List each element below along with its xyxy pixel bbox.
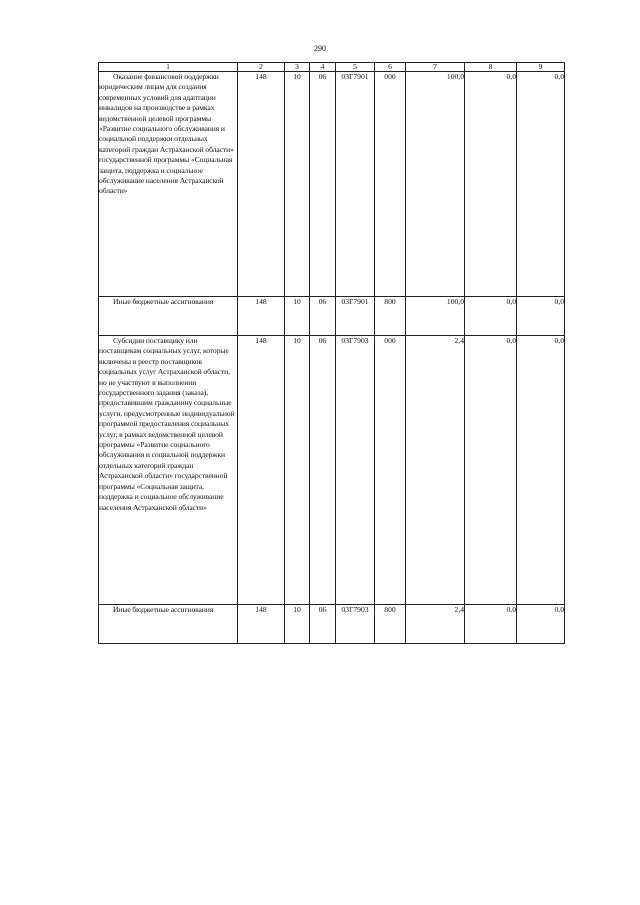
cell-target-article: 03Г7901 [336, 72, 375, 297]
cell-ministry-code: 148 [238, 72, 285, 297]
cell-expense-type: 800 [375, 605, 406, 644]
table-row [99, 72, 565, 297]
cell-amount-3: 0,0 [517, 297, 565, 336]
cell-subsection: 06 [310, 297, 336, 336]
cell-amount-1: 2,4 [406, 336, 465, 605]
cell-expense-type: 000 [375, 72, 406, 297]
cell-section: 10 [285, 605, 310, 644]
column-header: 8 [465, 63, 517, 72]
cell-amount-1: 100,0 [406, 72, 465, 297]
column-header: 1 [99, 63, 238, 72]
cell-section: 10 [285, 297, 310, 336]
cell-target-article: 03Г7903 [336, 336, 375, 605]
row-description: Оказание финансовой поддержки юридическим лицам для создания современных условий для адаптации инвалидов на производстве в рамках ведомственной целевой программы «Развитие социального обслуживания и социальной поддержки отдельных категорий граждан Астраханской области» государственной программы «Социальная защита, поддержка и социальное обслуживание населения Астраханской области» [99, 72, 238, 297]
cell-amount-2: 0,0 [465, 297, 517, 336]
table-row [99, 336, 565, 605]
cell-amount-2: 0,0 [465, 72, 517, 297]
cell-amount-3: 0,0 [517, 72, 565, 297]
column-header: 4 [310, 63, 336, 72]
row-description: Иные бюджетные ассигнования [99, 297, 238, 336]
column-header: 7 [406, 63, 465, 72]
cell-expense-type: 800 [375, 297, 406, 336]
budget-table [98, 62, 565, 644]
cell-subsection: 06 [310, 605, 336, 644]
header-row [99, 63, 565, 72]
table-row [99, 297, 565, 336]
cell-amount-3: 0,0 [517, 605, 565, 644]
cell-amount-2: 0,0 [465, 336, 517, 605]
cell-ministry-code: 148 [238, 336, 285, 605]
page-number: 290 [314, 44, 326, 53]
cell-amount-1: 100,0 [406, 297, 465, 336]
column-header: 2 [238, 63, 285, 72]
table-row [99, 605, 565, 644]
cell-ministry-code: 148 [238, 297, 285, 336]
cell-section: 10 [285, 336, 310, 605]
cell-subsection: 06 [310, 336, 336, 605]
cell-amount-2: 0,0 [465, 605, 517, 644]
cell-target-article: 03Г7903 [336, 605, 375, 644]
cell-amount-3: 0,0 [517, 336, 565, 605]
cell-target-article: 03Г7901 [336, 297, 375, 336]
cell-ministry-code: 148 [238, 605, 285, 644]
column-header: 9 [517, 63, 565, 72]
cell-expense-type: 000 [375, 336, 406, 605]
column-header: 5 [336, 63, 375, 72]
cell-subsection: 06 [310, 72, 336, 297]
cell-section: 10 [285, 72, 310, 297]
column-header: 6 [375, 63, 406, 72]
row-description: Субсидии поставщику или поставщикам социальных услуг, которые включены в реестр поставщиков социальных услуг Астраханской области, но не участвуют в выполнении государственного задания (заказа), предоставившим гражданину социальные услуги, предусмотренные индивидуальной программой предоставления социальных услуг, в рамках ведомственной целевой программы «Развитие социального обслуживания и социальной поддержки отдельных категорий граждан Астраханской области» государственной программы «Социальная защита, поддержка и социальное обслуживание населения Астраханской области» [99, 336, 238, 605]
row-description: Иные бюджетные ассигнования [99, 605, 238, 644]
column-header: 3 [285, 63, 310, 72]
cell-amount-1: 2,4 [406, 605, 465, 644]
